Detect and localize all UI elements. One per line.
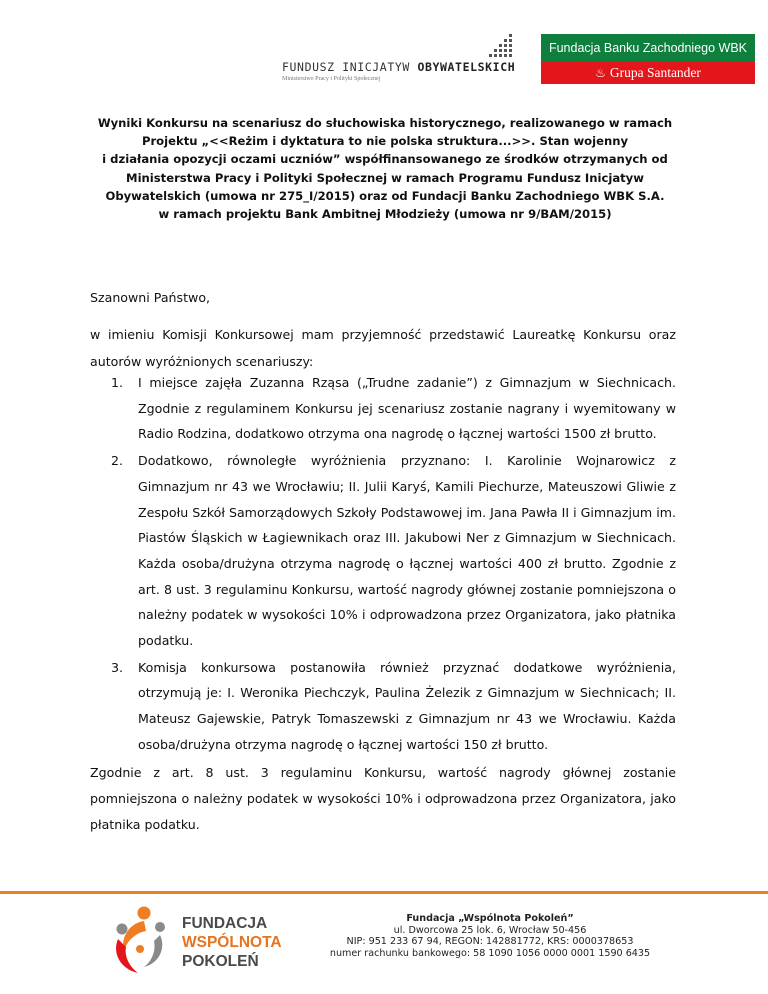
- list-number: 3.: [111, 659, 124, 675]
- greeting: Szanowni Państwo,: [90, 290, 211, 305]
- list-item-text: Komisja konkursowa postanowiła również przyznać dodatkowe wyróżnienia, otrzymują je: I. Weronika Piechczyk, Paulina Żelezik z Gimnazjum w Siechnicach; II. Mateusz Gajewskie, Patryk Tomaszewski z Gimnazjum nr 43 we Wrocławiu. Każda osoba/drużyna otrzyma nagrodę o łącznej wartości 150 zł brutto.: [138, 659, 676, 752]
- intro-paragraph: w imieniu Komisji Konkursowej mam przyjemność przedstawić Laureatkę Konkursu oraz autorów wyróżnionych scenariuszy:: [90, 327, 676, 369]
- list-number: 1.: [111, 375, 124, 390]
- title-line: Projektu „<<Reżim i dyktatura to nie polska struktura...>>. Stan wojenny: [141, 134, 629, 149]
- list-number: 2.: [111, 453, 124, 469]
- org-bank-account: numer rachunku bankowego: 58 1090 1056 0000 0001 1590 6435: [329, 947, 651, 959]
- fwp-logo: [104, 903, 282, 979]
- results-list: [90, 370, 676, 759]
- org-ids: NIP: 951 233 67 94, REGON: 142881772, KRS: 0000378653: [346, 936, 634, 948]
- org-street: ul. Dworcowa 25 lok. 6, Wrocław 50-456: [393, 924, 587, 936]
- people-circle-icon: [104, 903, 176, 979]
- closing-paragraph: Zgodnie z art. 8 ust. 3 regulaminu Konkursu, wartość nagrody głównej zostanie pomniejszona o należny podatek w wysokości 10% i odprowadzona przez Organizatora, jako płatnika podatku.: [90, 765, 676, 832]
- dots-grid-icon: [475, 34, 515, 60]
- fio-logo-subtitle: Ministerstwo Pracy i Polityki Społecznej: [282, 76, 381, 82]
- bank-logo: [541, 34, 755, 84]
- list-item: [90, 448, 676, 654]
- list-item-text: Dodatkowo, równoległe wyróżnienia przyznano: I. Karolinie Wojnarowicz z Gimnazjum nr 43 we Wrocławiu; II. Julii Karyś, Kamili Piechurze, Mateuszowi Gliwie z Zespołu Szkół Samorządowych Szkoły Podstawowej im. Jana Pawła II i Gimnazjum im. Piastów Śląskich w Łagiewnikach oraz III. Jakubowi Ner z Gimnazjum w Siechnicach. Każda osoba/drużyna otrzyma nagrodę o łącznej wartości 400 zł brutto. Zgodnie z art. 8 ust. 3 regulaminu Konkursu, wartość nagrody głównej zostanie pomniejszona o należny podatek w wysokości 10% i odprowadzona przez Organizatora, jako płatnika podatku.: [138, 453, 676, 649]
- fio-logo-name: FUNDUSZ INICJATYW OBYWATELSKICH: [282, 60, 516, 74]
- fwp-logo-text: FUNDACJA WSPÓLNOTA POKOLEŃ: [182, 915, 282, 970]
- title-line: i działania opozycji oczami uczniów” współfinansowanego ze środków otrzymanych od: [102, 152, 668, 167]
- bank-logo-top: Fundacja Banku Zachodniego WBK: [541, 34, 755, 62]
- title-line: Ministerstwa Pracy i Polityki Społecznej w ramach Programu Fundusz Inicjatyw: [126, 170, 644, 185]
- bank-logo-bottom: ♨ Grupa Santander: [541, 62, 755, 84]
- title-line: Obywatelskich (umowa nr 275_I/2015) oraz od Fundacji Banku Zachodniego WBK S.A.: [105, 188, 665, 203]
- footer-address: [300, 913, 680, 959]
- title-line: Wyniki Konkursu na scenariusz do słuchowiska historycznego, realizowanego w ramach: [97, 116, 673, 130]
- fio-logo: [280, 30, 520, 82]
- title-line: w ramach projektu Bank Ambitnej Młodzieży (umowa nr 9/BAM/2015): [158, 207, 612, 222]
- list-item-text: I miejsce zajęła Zuzanna Rząsa („Trudne zadanie”) z Gimnazjum w Siechnicach. Zgodnie z regulaminem Konkursu jej scenariusz zostanie nagrany i wyemitowany w Radio Rodzina, dodatkowo otrzyma ona nagrodę o łącznej wartości 1500 zł brutto.: [138, 375, 676, 442]
- santander-flame-icon: ♨: [595, 66, 606, 80]
- list-item: [90, 370, 676, 447]
- footer-divider: [0, 891, 768, 894]
- list-item: [90, 655, 676, 758]
- document-title: [90, 114, 680, 223]
- org-name: Fundacja „Wspólnota Pokoleń”: [406, 913, 574, 924]
